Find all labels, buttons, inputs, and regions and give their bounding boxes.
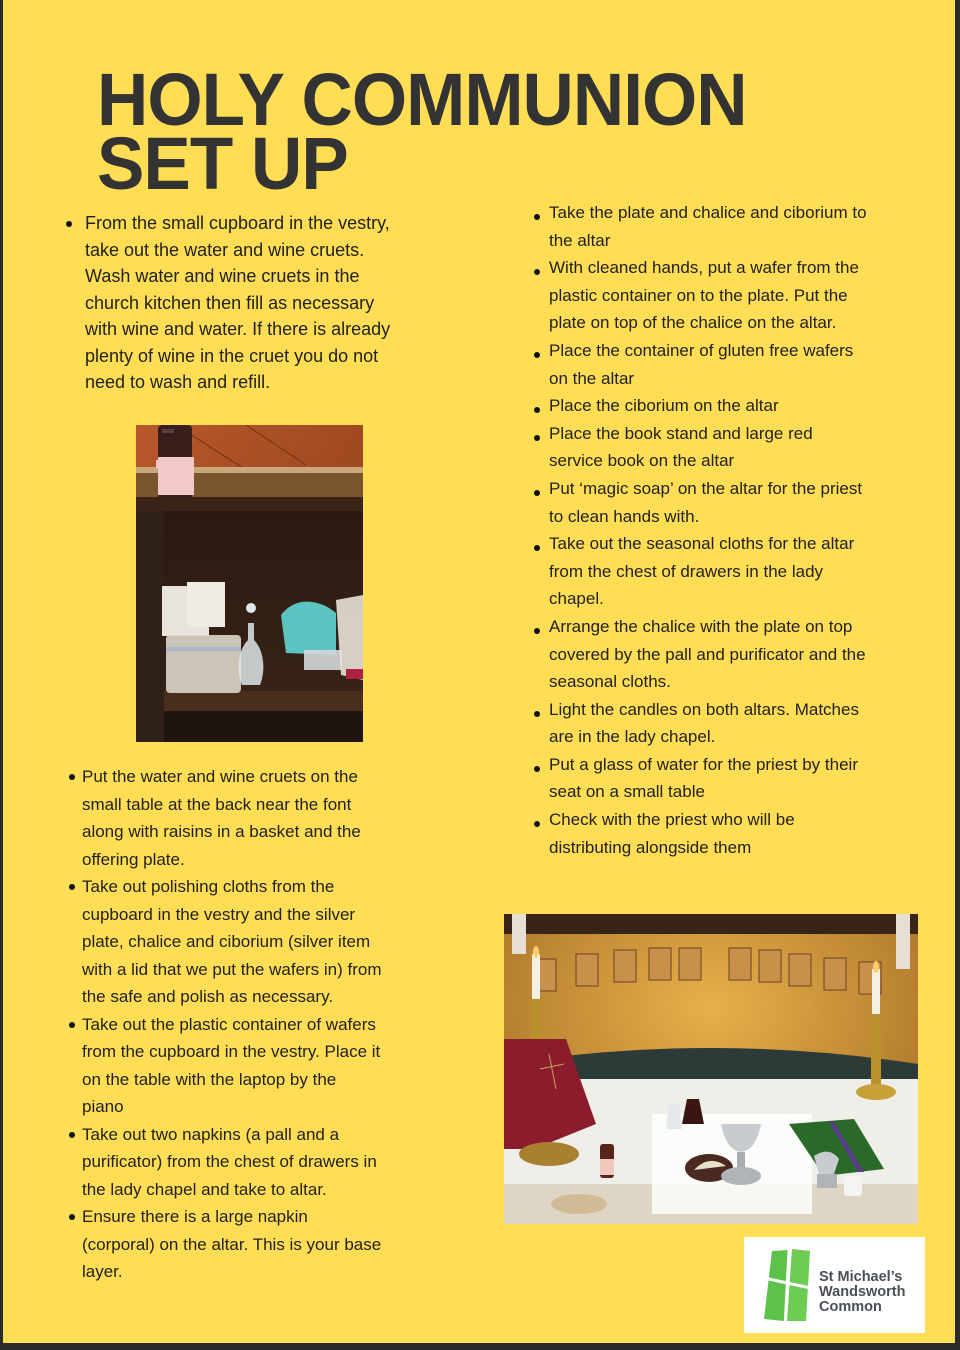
bullet-icon: [534, 545, 540, 551]
list-item: [549, 806, 869, 861]
document-page: [3, 0, 955, 1343]
bullet-icon: [534, 821, 540, 827]
list-item: [85, 210, 405, 396]
list-item-text: Put the water and wine cruets on the small table at the back near the font along with raisins in a basket and the offering plate.: [82, 767, 361, 869]
title-line-1: HOLY COMMUNION: [97, 58, 747, 141]
list-item-text: Arrange the chalice with the plate on top covered by the pall and purificator and the seasonal cloths.: [549, 616, 866, 692]
list-item: [82, 1121, 382, 1204]
bullet-icon: [534, 490, 540, 496]
church-logo: [744, 1237, 925, 1333]
list-item-text: Take out two napkins (a pall and a purificator) from the chest of drawers in the lady chapel and take to altar.: [82, 1124, 377, 1199]
list-item-text: Place the book stand and large red service book on the altar: [549, 423, 813, 471]
bullet-icon: [534, 269, 540, 275]
list-item-text: Take out the seasonal cloths for the altar from the chest of drawers in the lady chapel.: [549, 534, 855, 609]
bullet-icon: [534, 435, 540, 441]
list-item: [82, 1011, 382, 1121]
bullet-icon: [69, 774, 75, 780]
bullet-icon: [534, 711, 540, 717]
cupboard-photo: [136, 425, 363, 742]
bullet-icon: [534, 766, 540, 772]
bullet-icon: [69, 1132, 75, 1138]
list-item-text: Place the container of gluten free wafers on the altar: [549, 340, 854, 388]
list-item: [549, 254, 869, 337]
instructions-list-top-left: [85, 210, 405, 396]
bullet-icon: [69, 1022, 75, 1028]
list-item: [82, 873, 382, 1011]
list-item: [549, 751, 869, 806]
cross-logo-icon: [760, 1247, 818, 1323]
list-item: [549, 530, 869, 613]
list-item: [549, 392, 869, 420]
church-name-line-1: St Michael’s: [819, 1269, 903, 1285]
list-item-text: Take the plate and chalice and ciborium to the altar: [549, 203, 867, 250]
list-item: [82, 763, 382, 873]
list-item: [549, 199, 869, 254]
altar-photo-graphic: [504, 914, 918, 1224]
cupboard-photo-graphic: [136, 425, 363, 742]
list-item-text: Put ‘magic soap’ on the altar for the priest to clean hands with.: [549, 478, 863, 526]
bullet-icon: [69, 1214, 75, 1220]
list-item: [82, 1203, 382, 1286]
bullet-icon: [66, 221, 72, 227]
list-item-text: Put a glass of water for the priest by their seat on a small table: [549, 754, 858, 802]
list-item: [549, 475, 869, 530]
bullet-icon: [69, 884, 75, 890]
list-item-text: Take out the plastic container of wafers from the cupboard in the vestry. Place it on the table with the laptop by the piano: [82, 1014, 381, 1116]
church-name-line-3: Common: [819, 1299, 882, 1315]
list-item-text: Light the candles on both altars. Matches are in the lady chapel.: [549, 699, 859, 747]
bullet-icon: [534, 214, 540, 220]
list-item: [549, 337, 869, 392]
church-name: [819, 1270, 905, 1315]
list-item-text: Ensure there is a large napkin (corporal) on the altar. This is your base layer.: [82, 1207, 382, 1281]
list-item: [549, 696, 869, 751]
bullet-icon: [534, 352, 540, 358]
instructions-list-right: [549, 199, 869, 861]
altar-photo: [504, 914, 918, 1224]
list-item-text: Check with the priest who will be distributing alongside them: [549, 810, 795, 857]
list-item: [549, 420, 869, 475]
church-name-line-2: Wandsworth: [819, 1284, 906, 1300]
bullet-icon: [534, 628, 540, 634]
list-item-text: Take out polishing cloths from the cupboard in the vestry and the silver plate, chalice and ciborium (silver item with a lid that we put the wafers in) from the safe and polish as necessary.: [82, 877, 382, 1006]
instructions-list-bottom-left: [82, 763, 382, 1286]
list-item-text: From the small cupboard in the vestry, take out the water and wine cruets. Wash water and wine cruets in the church kitchen then fill as necessary with wine and water. If there is already plenty of wine in the cruet you do not need to wash and refill.: [85, 213, 391, 392]
bullet-icon: [534, 407, 540, 413]
list-item-text: With cleaned hands, put a wafer from the plastic container on to the plate. Put the plate on top of the chalice on the altar.: [549, 258, 859, 333]
list-item: [549, 613, 869, 696]
page-title: [97, 58, 747, 205]
title-line-2: SET UP: [97, 122, 348, 205]
list-item-text: Place the ciborium on the altar: [549, 396, 779, 416]
